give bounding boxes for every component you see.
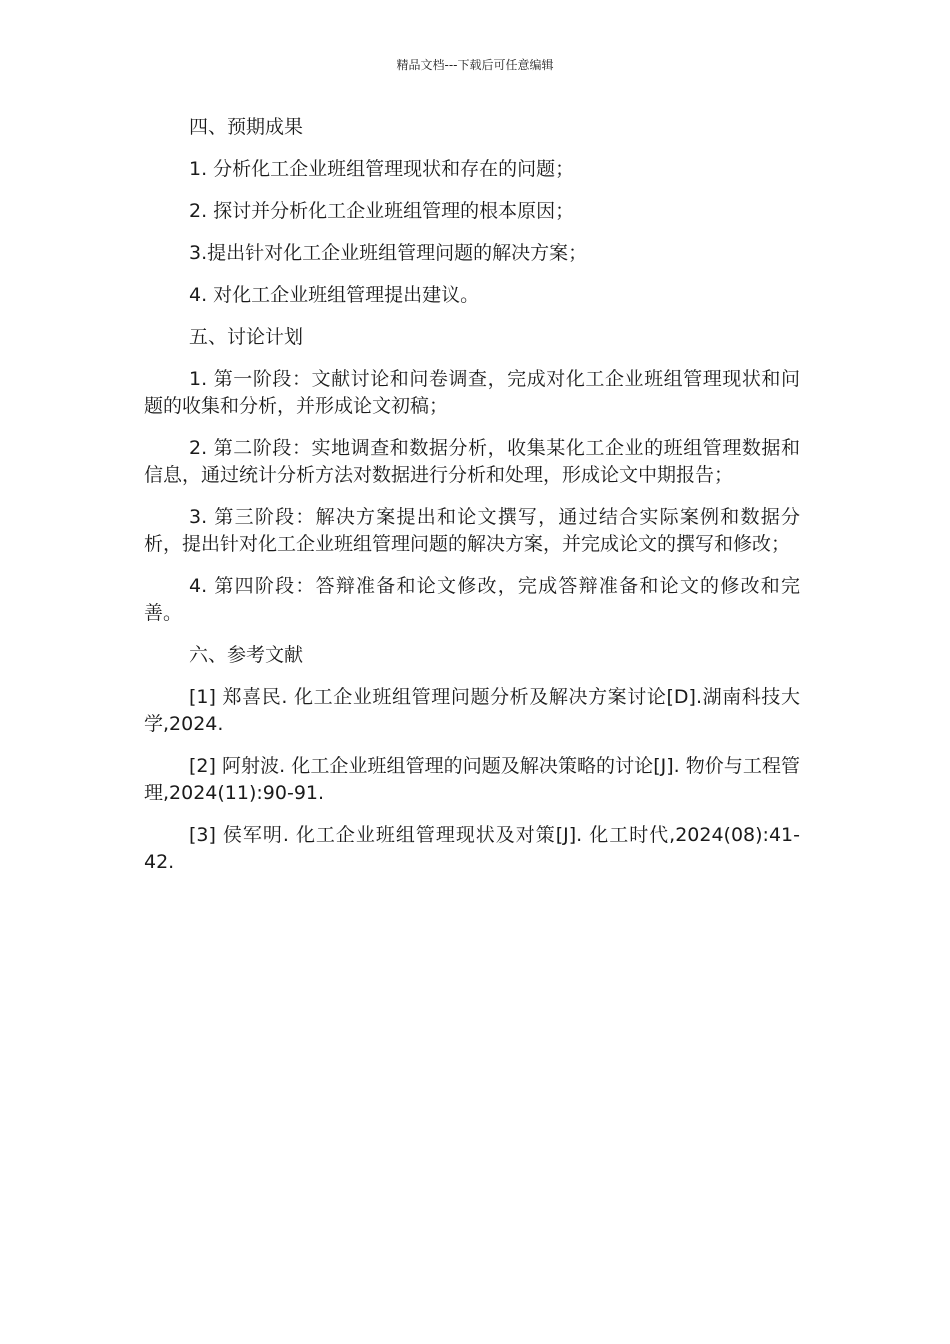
- result-item-4: 4. 对化工企业班组管理提出建议。: [189, 284, 480, 306]
- section-heading-expected-results: 四、预期成果: [189, 116, 304, 138]
- page-header: 精品文档---下载后可任意编辑: [396, 58, 554, 72]
- section-heading-research-plan: 五、讨论计划: [189, 326, 304, 348]
- plan-stage-3: 3. 第三阶段：解决方案提出和论文撰写，通过结合实际案例和数据分析，提出针对化工企业班组管理问题的解决方案，并完成论文的撰写和修改；: [144, 506, 800, 555]
- document-body: [144, 114, 800, 891]
- reference-3: [3] 侯军明. 化工企业班组管理现状及对策[J]. 化工时代,2024(08):41-42.: [144, 824, 800, 873]
- reference-1: [1] 郑喜民. 化工企业班组管理问题分析及解决方案讨论[D].湖南科技大学,2024.: [144, 686, 800, 735]
- reference-2: [2] 阿射波. 化工企业班组管理的问题及解决策略的讨论[J]. 物价与工程管理,2024(11):90-91.: [144, 755, 800, 804]
- plan-stage-4: 4. 第四阶段：答辩准备和论文修改，完成答辩准备和论文的修改和完善。: [144, 575, 800, 624]
- plan-stage-2: 2. 第二阶段：实地调查和数据分析，收集某化工企业的班组管理数据和信息，通过统计分析方法对数据进行分析和处理，形成论文中期报告；: [144, 437, 800, 486]
- section-heading-references: 六、参考文献: [189, 644, 304, 666]
- plan-stage-1: 1. 第一阶段：文献讨论和问卷调查，完成对化工企业班组管理现状和问题的收集和分析，并形成论文初稿；: [144, 368, 800, 417]
- result-item-3: 3.提出针对化工企业班组管理问题的解决方案；: [189, 242, 588, 264]
- result-item-2: 2. 探讨并分析化工企业班组管理的根本原因；: [189, 200, 575, 222]
- result-item-1: 1. 分析化工企业班组管理现状和存在的问题；: [189, 158, 575, 180]
